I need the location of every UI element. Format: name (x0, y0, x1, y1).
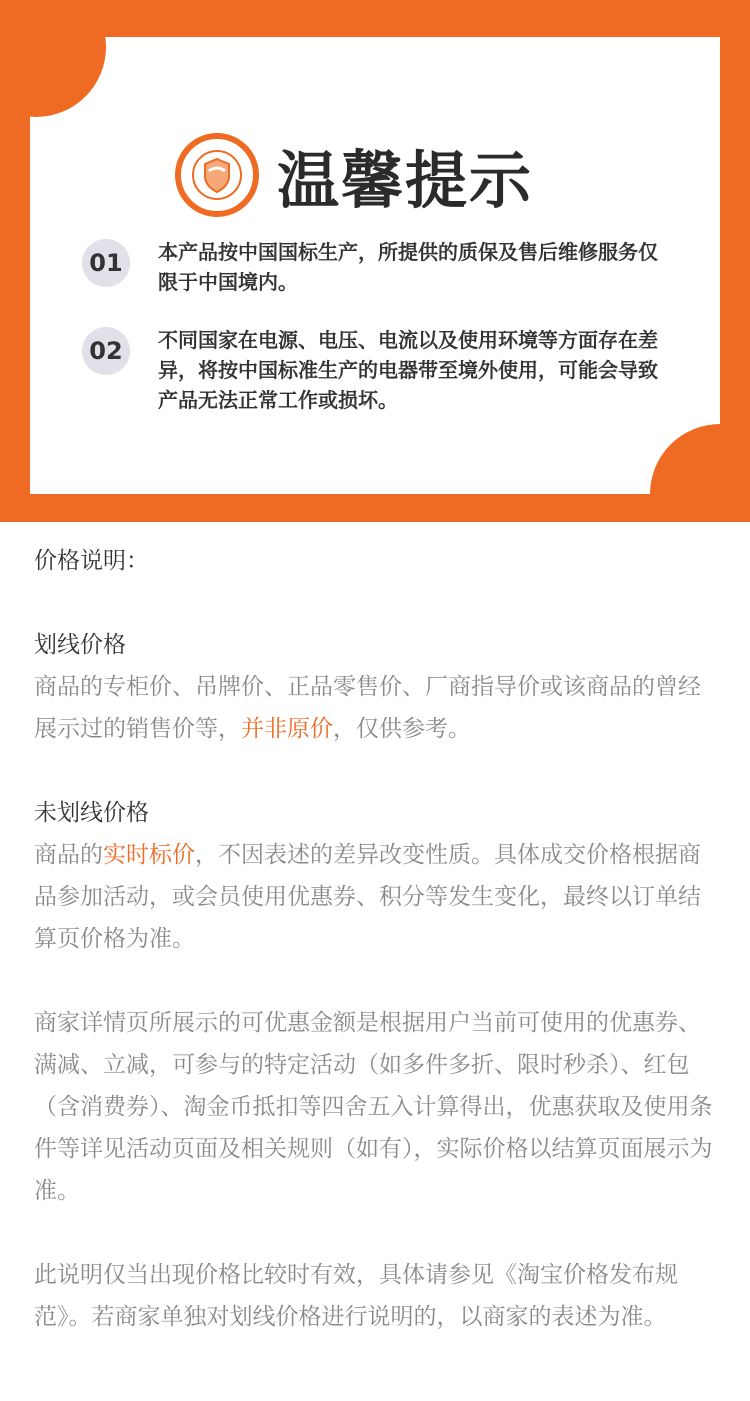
strike-text-part: 商品的专柜价、吊牌价、正品零售价、厂商指导价或该商品的曾经展示过的销售价等， (34, 674, 701, 742)
unstrike-price-title: 未划线价格 (34, 800, 149, 826)
price-heading: 价格说明： (34, 548, 149, 574)
unstrike-price-text (34, 834, 716, 960)
notice-item (82, 237, 682, 297)
notice-number: 02 (82, 327, 130, 375)
unstrike-text-part: ，不因表述的差异改变性质。具体成交价格根据商品参加活动，或会员使用优惠券、积分等发生变化，最终以订单结算页价格为准。 (34, 842, 701, 952)
notice-text: 本产品按中国国标生产，所提供的质保及售后维修服务仅限于中国境内。 (158, 240, 658, 294)
strike-text-part: ，仅供参考。 (333, 716, 471, 742)
corner-decoration (650, 424, 750, 522)
notice-header (175, 115, 533, 235)
notice-text: 不同国家在电源、电压、电流以及使用环境等方面存在差异，将按中国标准生产的电器带至境外使用，可能会导致产品无法正常工作或损坏。 (158, 328, 658, 412)
final-note: 此说明仅当出现价格比较时有效，具体请参见《淘宝价格发布规范》。若商家单独对划线价格进行说明的，以商家的表述为准。 (34, 1262, 678, 1330)
shield-seal-icon (175, 133, 259, 217)
notice-card (30, 37, 720, 494)
price-explanation (0, 522, 750, 1338)
notice-banner (0, 0, 750, 522)
corner-decoration (0, 0, 106, 117)
notice-item (82, 325, 682, 415)
strike-highlight: 并非原价 (241, 716, 333, 742)
unstrike-text-part: 商品的 (34, 842, 103, 868)
unstrike-highlight: 实时标价 (103, 842, 195, 868)
discount-note: 商家详情页所展示的可优惠金额是根据用户当前可使用的优惠券、满减、立减，可参与的特定活动（如多件多折、限时秒杀）、红包（含消费券）、淘金币抵扣等四舍五入计算得出，优惠获取及使用条件等详见活动页面及相关规则（如有），实际价格以结算页面展示为准。 (34, 1010, 713, 1204)
notice-title: 温馨提示 (277, 143, 534, 217)
strike-price-text (34, 666, 716, 750)
strike-price-title: 划线价格 (34, 632, 126, 658)
notice-number: 01 (82, 239, 130, 287)
